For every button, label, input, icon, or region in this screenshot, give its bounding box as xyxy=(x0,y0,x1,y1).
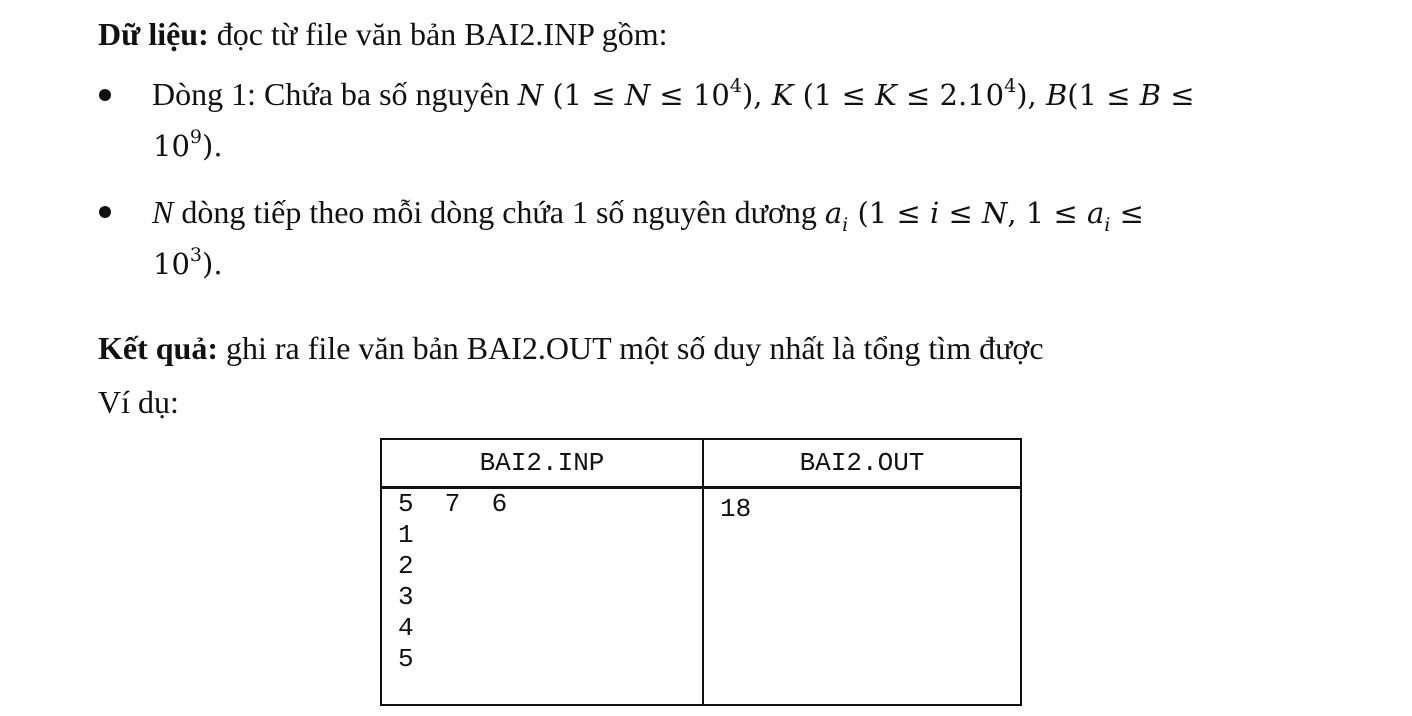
bullet-2-constraints: $a_i$ (1 ≤ i ≤ N, $1 \le a_i$ ≤ xyxy=(824,196,1144,236)
output-description: ghi ra file văn bản BAI2.OUT một số duy nhất là tổng tìm được xyxy=(226,330,1044,366)
output-section-heading xyxy=(98,328,1044,368)
input-file-header: BAI2.INP xyxy=(381,439,703,488)
input-file-cell xyxy=(381,488,703,706)
example-table-body-row xyxy=(381,488,1021,706)
bullet-2-line-2: $10^3$). xyxy=(153,244,223,281)
bullet-2-line-1 xyxy=(152,192,1144,236)
input-description: đọc từ file văn bản BAI2.INP gồm: xyxy=(216,16,668,52)
input-line-6: 5 xyxy=(398,644,414,674)
bullet-1-prefix: Dòng 1: Chứa ba số nguyên xyxy=(152,76,510,112)
input-line-4: 3 xyxy=(398,582,414,612)
input-section-heading xyxy=(98,14,668,54)
bullet-2-var-n: N xyxy=(152,194,174,230)
example-table xyxy=(380,438,1022,706)
bullet-2-marker xyxy=(99,206,111,218)
input-line-3: 2 xyxy=(398,551,414,581)
input-line-1: 5 7 6 xyxy=(398,489,508,519)
example-label: Ví dụ: xyxy=(98,384,179,420)
output-file-lines xyxy=(704,489,1020,525)
input-label: Dữ liệu: xyxy=(98,16,209,52)
output-file-header: BAI2.OUT xyxy=(703,439,1021,488)
input-line-5: 4 xyxy=(398,613,414,643)
output-line-1: 18 xyxy=(720,494,752,524)
input-file-lines xyxy=(382,489,702,675)
output-label: Kết quả: xyxy=(98,330,218,366)
output-file-cell xyxy=(703,488,1021,706)
bullet-2-prefix: dòng tiếp theo mỗi dòng chứa 1 số nguyên dương xyxy=(181,194,817,230)
bullet-1-line-2: $10^9$). xyxy=(153,126,223,163)
input-line-2: 1 xyxy=(398,520,414,550)
example-table-header-row xyxy=(381,439,1021,488)
bullet-1-line-1 xyxy=(152,74,1195,115)
bullet-1-marker xyxy=(99,89,111,101)
bullet-1-constraints: N $(1 \le N \le 10^4)$, K $(1 \le K \le 2.10^4)$, B(1 ≤ B ≤ xyxy=(517,75,1195,112)
